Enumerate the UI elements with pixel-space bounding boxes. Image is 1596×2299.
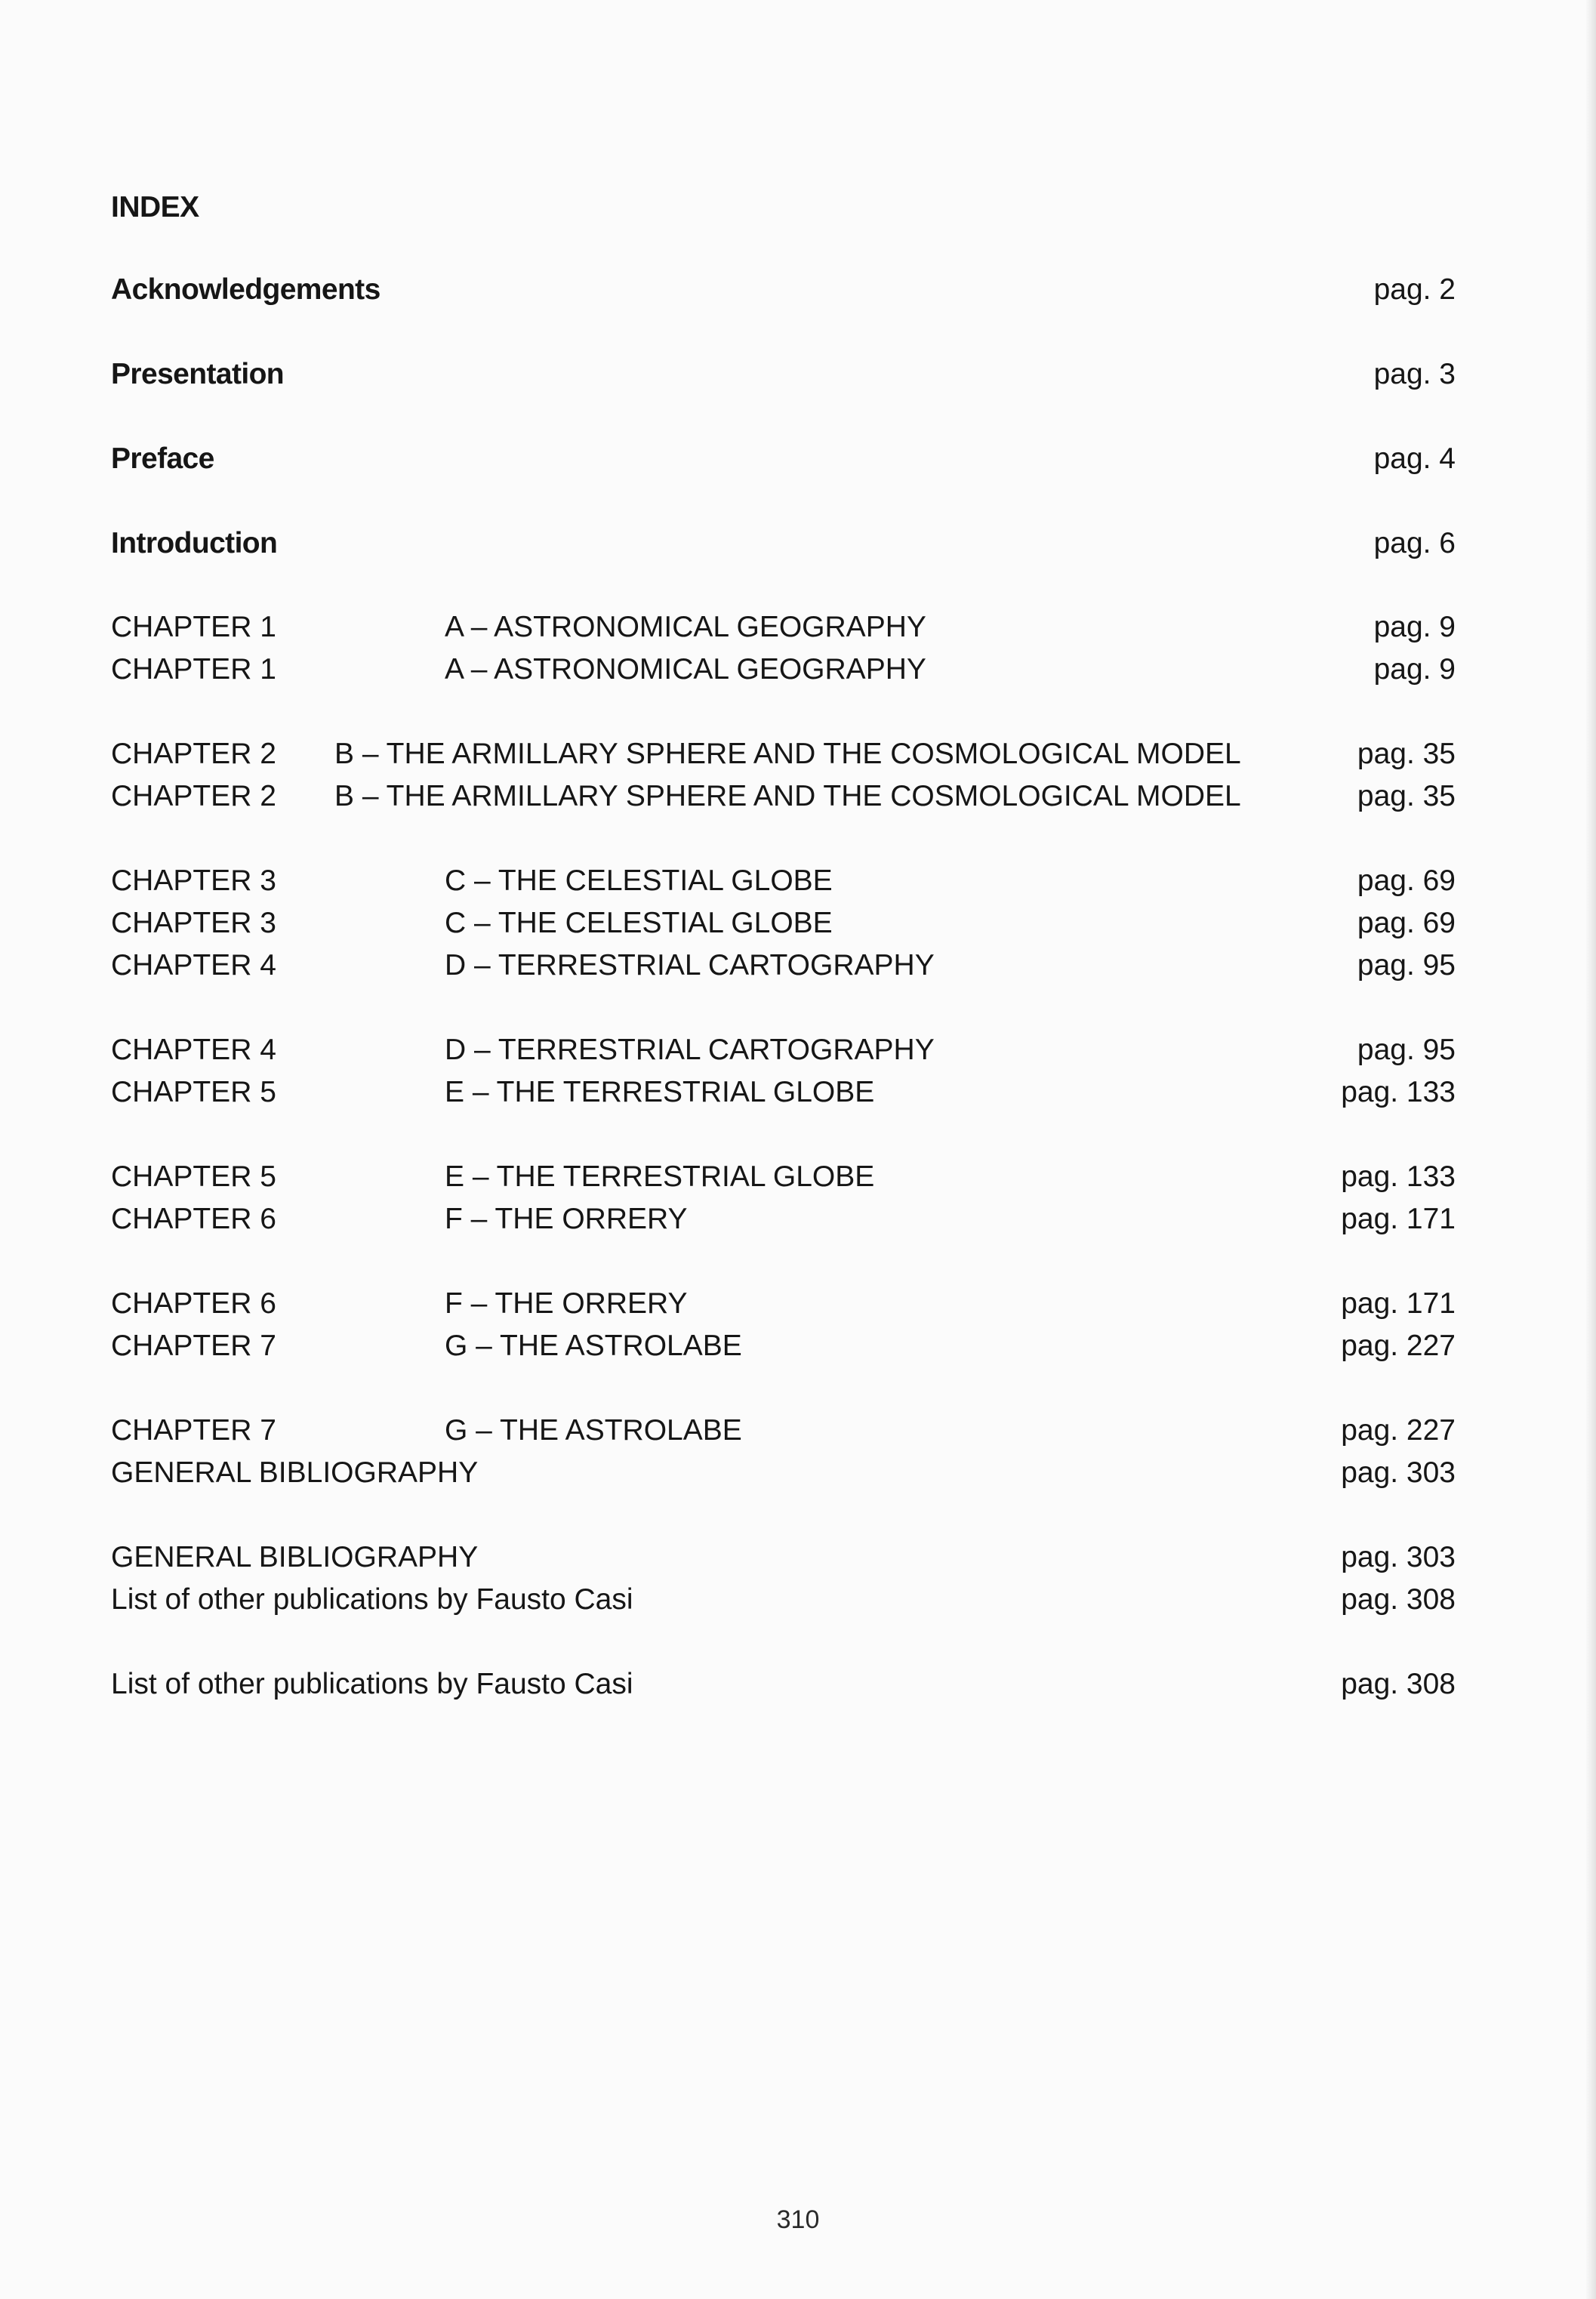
entry-page: pag. 6: [1373, 527, 1456, 559]
entry-page: pag. 308: [1341, 1583, 1456, 1616]
entry-page: pag. 95: [1357, 949, 1456, 982]
index-entry-chapter-5: [0, 1156, 1596, 1198]
entry-page: pag. 69: [1357, 907, 1456, 939]
entry-label: CHAPTER 6: [111, 1203, 276, 1235]
index-entry-chapter-6: [0, 1283, 1596, 1325]
entry-label: CHAPTER 1: [111, 611, 276, 643]
entry-page: pag. 227: [1341, 1330, 1456, 1362]
index-entry-bibliography: [0, 1452, 1596, 1494]
index-entry-publications: [0, 1579, 1596, 1621]
index-title: INDEX: [111, 191, 199, 223]
entry-title: F – THE ORRERY: [445, 1203, 688, 1235]
entry-page: pag. 9: [1373, 653, 1456, 686]
index-entry-presentation: [0, 353, 1596, 396]
page-edge-shadow: [1585, 0, 1596, 2299]
entry-title: C – THE CELESTIAL GLOBE: [445, 907, 833, 939]
entry-label: CHAPTER 4: [111, 949, 276, 982]
entry-label: Presentation: [111, 358, 285, 390]
entry-page: pag. 303: [1341, 1456, 1456, 1489]
entry-page: pag. 227: [1341, 1414, 1456, 1447]
entry-label: CHAPTER 7: [111, 1330, 276, 1362]
entry-label: List of other publications by Fausto Casi: [111, 1583, 633, 1616]
entry-page: pag. 133: [1341, 1076, 1456, 1108]
index-entry-introduction: [0, 522, 1596, 565]
entry-page: pag. 95: [1357, 1034, 1456, 1066]
index-entry-chapter-4: [0, 945, 1596, 987]
index-entry-chapter-3: [0, 860, 1596, 902]
entry-label: Preface: [111, 442, 214, 475]
entry-title: G – THE ASTROLABE: [445, 1330, 742, 1362]
index-entry-chapter-7: [0, 1410, 1596, 1452]
entry-title: G – THE ASTROLABE: [445, 1414, 742, 1447]
entry-label: CHAPTER 4: [111, 1034, 276, 1066]
entry-page: pag. 133: [1341, 1160, 1456, 1193]
entry-page: pag. 4: [1373, 442, 1456, 475]
entry-label: Acknowledgements: [111, 273, 381, 306]
index-entry-publications: [0, 1663, 1596, 1706]
index-entry-chapter-4: [0, 1029, 1596, 1071]
index-entry-chapter-3: [0, 902, 1596, 945]
entry-title: B – THE ARMILLARY SPHERE AND THE COSMOLOGICAL MODEL: [334, 738, 1241, 770]
index-entry-chapter-5: [0, 1071, 1596, 1114]
entry-page: pag. 308: [1341, 1668, 1456, 1700]
index-entry-chapter-1: [0, 606, 1596, 649]
entry-title: C – THE CELESTIAL GLOBE: [445, 864, 833, 897]
entry-label: CHAPTER 3: [111, 864, 276, 897]
entry-title: A – ASTRONOMICAL GEOGRAPHY: [445, 653, 926, 686]
entry-label: CHAPTER 5: [111, 1160, 276, 1193]
entry-label: CHAPTER 2: [111, 780, 276, 812]
entry-title: B – THE ARMILLARY SPHERE AND THE COSMOLOGICAL MODEL: [334, 780, 1241, 812]
entry-title: F – THE ORRERY: [445, 1287, 688, 1320]
entry-label: CHAPTER 5: [111, 1076, 276, 1108]
entry-page: pag. 171: [1341, 1287, 1456, 1320]
entry-label: Introduction: [111, 527, 278, 559]
entry-page: pag. 2: [1373, 273, 1456, 306]
entry-title: A – ASTRONOMICAL GEOGRAPHY: [445, 611, 926, 643]
entry-label: CHAPTER 6: [111, 1287, 276, 1320]
index-entry-acknowledgements: [0, 269, 1596, 311]
page-number: 310: [776, 2205, 820, 2234]
entry-title: E – THE TERRESTRIAL GLOBE: [445, 1076, 875, 1108]
entry-label: GENERAL BIBLIOGRAPHY: [111, 1456, 479, 1489]
entry-page: pag. 303: [1341, 1541, 1456, 1573]
entry-label: CHAPTER 3: [111, 907, 276, 939]
entry-title: D – TERRESTRIAL CARTOGRAPHY: [445, 1034, 935, 1066]
entry-title: E – THE TERRESTRIAL GLOBE: [445, 1160, 875, 1193]
entry-page: pag. 35: [1357, 738, 1456, 770]
entry-page: pag. 9: [1373, 611, 1456, 643]
index-entry-chapter-6: [0, 1198, 1596, 1240]
index-entry-chapter-1: [0, 649, 1596, 691]
entry-page: pag. 35: [1357, 780, 1456, 812]
entry-title: D – TERRESTRIAL CARTOGRAPHY: [445, 949, 935, 982]
entry-label: CHAPTER 7: [111, 1414, 276, 1447]
entry-page: pag. 69: [1357, 864, 1456, 897]
entry-label: CHAPTER 2: [111, 738, 276, 770]
entry-label: GENERAL BIBLIOGRAPHY: [111, 1541, 479, 1573]
entry-label: List of other publications by Fausto Casi: [111, 1668, 633, 1700]
index-entry-chapter-2: [0, 775, 1596, 818]
entry-label: CHAPTER 1: [111, 653, 276, 686]
index-entry-bibliography: [0, 1536, 1596, 1579]
index-entry-chapter-2: [0, 733, 1596, 775]
index-entry-preface: [0, 438, 1596, 480]
entry-page: pag. 171: [1341, 1203, 1456, 1235]
index-entry-chapter-7: [0, 1325, 1596, 1367]
entry-page: pag. 3: [1373, 358, 1456, 390]
